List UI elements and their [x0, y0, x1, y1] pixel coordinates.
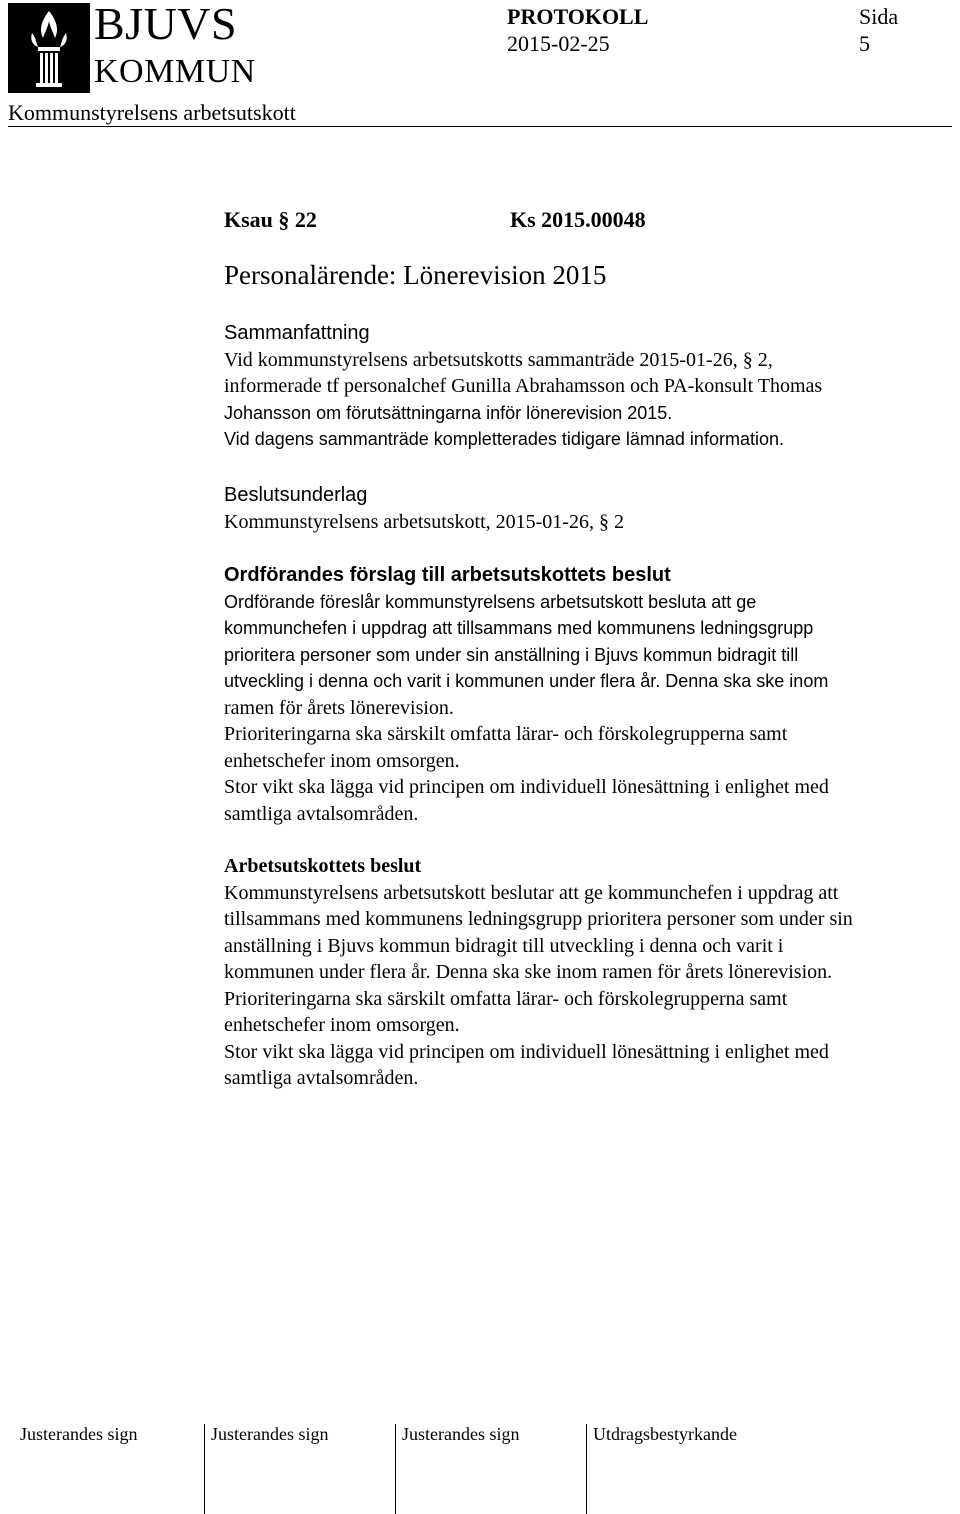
summary-line: Johansson om förutsättningarna inför lönerevision 2015. [224, 402, 673, 423]
decision-line: anställning i Bjuvs kommun bidragit till utveckling i denna och varit i [224, 934, 784, 957]
header-divider [8, 126, 952, 127]
chair-proposal-line: Ordförande föreslår kommunstyrelsens arbetsutskott besluta att ge [224, 591, 757, 612]
logo-text-kommun: KOMMUN [94, 53, 256, 90]
page-number: 5 [859, 31, 870, 56]
decision-section [224, 853, 954, 1092]
item-title: Personalärende: Lönerevision 2015 [224, 260, 607, 290]
certification-label: Utdragsbestyrkande [593, 1424, 737, 1444]
signature-label: Justerandes sign [211, 1424, 329, 1444]
chair-proposal-line: kommunchefen i uppdrag att tillsammans med kommunens ledningsgrupp [224, 618, 814, 638]
chair-proposal-heading: Ordförandes förslag till arbetsutskottets beslut [224, 564, 671, 586]
chair-proposal-line: enhetschefer inom omsorgen. [224, 749, 460, 772]
decision-line: enhetschefer inom omsorgen. [224, 1014, 460, 1036]
organization-name: Kommunstyrelsens arbetsutskott [8, 100, 296, 125]
page-label: Sida [859, 4, 899, 29]
signature-box-1 [14, 1424, 137, 1514]
decision-line: Stor vikt ska lägga vid principen om individuell lönesättning i enlighet med [224, 1040, 829, 1063]
chair-proposal-line: Stor vikt ska lägga vid principen om individuell lönesättning i enlighet med [224, 776, 829, 798]
chair-proposal-line: ramen för årets lönerevision. [224, 696, 454, 719]
decision-line: samtliga avtalsområden. [224, 1067, 419, 1089]
chair-proposal-line: utveckling i denna och varit i kommunen under flera år. Denna ska ske inom [224, 671, 829, 691]
document-date: 2015-02-25 [507, 31, 610, 56]
chair-proposal-line: samtliga avtalsområden. [224, 802, 419, 825]
certification-box [586, 1424, 737, 1514]
summary-line: Vid dagens sammanträde kompletterades tidigare lämnad information. [224, 429, 784, 449]
document-type: PROTOKOLL [507, 4, 649, 29]
decision-line: kommunen under flera år. Denna ska ske inom ramen för årets lönerevision. [224, 961, 833, 983]
basis-section [224, 482, 954, 535]
signature-label: Justerandes sign [20, 1424, 138, 1444]
basis-text: Kommunstyrelsens arbetsutskott, 2015-01-26, § 2 [224, 510, 624, 533]
section-number: Ksau § 22 [224, 207, 317, 232]
summary-line: informerade tf personalchef Gunilla Abrahamsson och PA-konsult Thomas [224, 375, 823, 397]
bjuv-emblem-icon [8, 3, 90, 93]
logo-text-bjuvs: BJUVS [94, 0, 238, 49]
decision-line: Kommunstyrelsens arbetsutskott beslutar att ge kommunchefen i uppdrag att [224, 881, 839, 904]
summary-section [224, 320, 954, 453]
municipality-logo [8, 0, 256, 93]
basis-heading: Beslutsunderlag [224, 484, 368, 506]
decision-heading: Arbetsutskottets beslut [224, 855, 422, 877]
signature-box-3 [395, 1424, 519, 1514]
signature-box-2 [204, 1424, 328, 1514]
case-number: Ks 2015.00048 [510, 207, 646, 232]
signature-label: Justerandes sign [402, 1424, 520, 1444]
summary-line: Vid kommunstyrelsens arbetsutskotts sammanträde 2015-01-26, § 2, [224, 348, 773, 371]
chair-proposal-line: prioritera personer som under sin anställning i Bjuvs kommun bidragit till [224, 644, 799, 665]
chair-proposal-line: Prioriteringarna ska särskilt omfatta lärar- och förskolegrupperna samt [224, 723, 788, 745]
decision-line: tillsammans med kommunens ledningsgrupp prioritera personer som under sin [224, 908, 853, 930]
summary-heading: Sammanfattning [224, 322, 370, 344]
decision-line: Prioriteringarna ska särskilt omfatta lärar- och förskolegrupperna samt [224, 987, 788, 1010]
chair-proposal-section [224, 562, 954, 827]
